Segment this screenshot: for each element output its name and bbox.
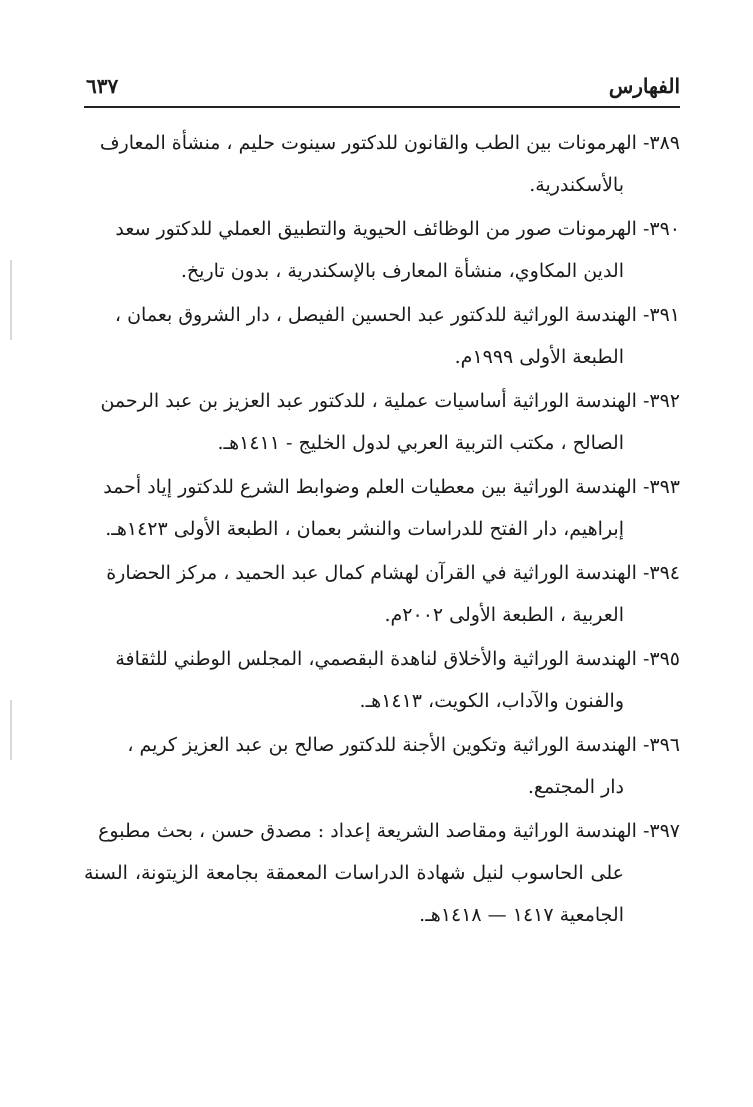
bibliography-entry [84,294,680,378]
entry-text: الهندسة الوراثية للدكتور عبد الحسين الفيصل ، دار الشروق بعمان ، [114,304,637,326]
entry-number: ٣٩٦- [642,734,680,756]
bibliography-entry [84,380,680,464]
entry-number: ٣٩٢- [642,390,680,412]
page-header [84,72,680,108]
page-number: ٦٣٧ [86,74,119,98]
entry-text: الهندسة الوراثية ومقاصد الشريعة إعداد : مصدق حسن ، بحث مطبوع [98,820,637,842]
entry-text: الهندسة الوراثية أساسيات عملية ، للدكتور عبد العزيز بن عبد الرحمن [100,390,637,412]
entry-number: ٣٩٤- [642,562,680,584]
entry-continuation: على الحاسوب لنيل شهادة الدراسات المعمقة بجامعة الزيتونة، السنة الجامعية ١٤١٧ — ١٤١٨هـ. [84,862,624,926]
entry-number: ٣٩٣- [642,476,680,498]
entry-number: ٣٩٥- [642,648,680,670]
bibliography-entry [84,724,680,808]
bibliography-entry [84,638,680,722]
entry-number: ٣٨٩- [642,132,680,154]
bibliography-entry [84,208,680,292]
entry-number: ٣٩٠- [642,218,680,240]
entry-continuation: إبراهيم، دار الفتح للدراسات والنشر بعمان ، الطبعة الأولى ١٤٢٣هـ. [105,518,624,540]
entry-continuation: والفنون والآداب، الكويت، ١٤١٣هـ. [359,690,624,712]
bibliography-entry [84,552,680,636]
page-edge-shadow [10,700,12,760]
entry-number: ٣٩١- [642,304,680,326]
entry-text: الهرمونات بين الطب والقانون للدكتور سينوت حليم ، منشأة المعارف [99,132,637,154]
entry-text: الهندسة الوراثية وتكوين الأجنة للدكتور صالح بن عبد العزيز كريم ، [127,734,637,756]
entry-continuation: بالأسكندرية. [529,174,624,196]
bibliography-entry [84,810,680,936]
entry-continuation: دار المجتمع. [527,776,624,798]
entry-text: الهندسة الوراثية في القرآن لهشام كمال عبد الحميد ، مركز الحضارة [106,562,637,584]
entry-text: الهرمونات صور من الوظائف الحيوية والتطبيق العملي للدكتور سعد [115,218,637,240]
bibliography-list [84,122,680,938]
running-head: الفهارس [608,74,680,98]
bibliography-entry [84,122,680,206]
entry-continuation: الطبعة الأولى ١٩٩٩م. [454,346,624,368]
bibliography-entry [84,466,680,550]
entry-text: الهندسة الوراثية والأخلاق لناهدة البقصمي، المجلس الوطني للثقافة [115,648,637,670]
entry-continuation: الدين المكاوي، منشأة المعارف بالإسكندرية ، بدون تاريخ. [180,260,624,282]
entry-number: ٣٩٧- [642,820,680,842]
entry-continuation: الصالح ، مكتب التربية العربي لدول الخليج - ١٤١١هـ. [217,432,624,454]
page-edge-shadow [10,260,12,340]
entry-continuation: العربية ، الطبعة الأولى ٢٠٠٢م. [384,604,624,626]
entry-text: الهندسة الوراثية بين معطيات العلم وضوابط الشرع للدكتور إياد أحمد [103,476,637,498]
